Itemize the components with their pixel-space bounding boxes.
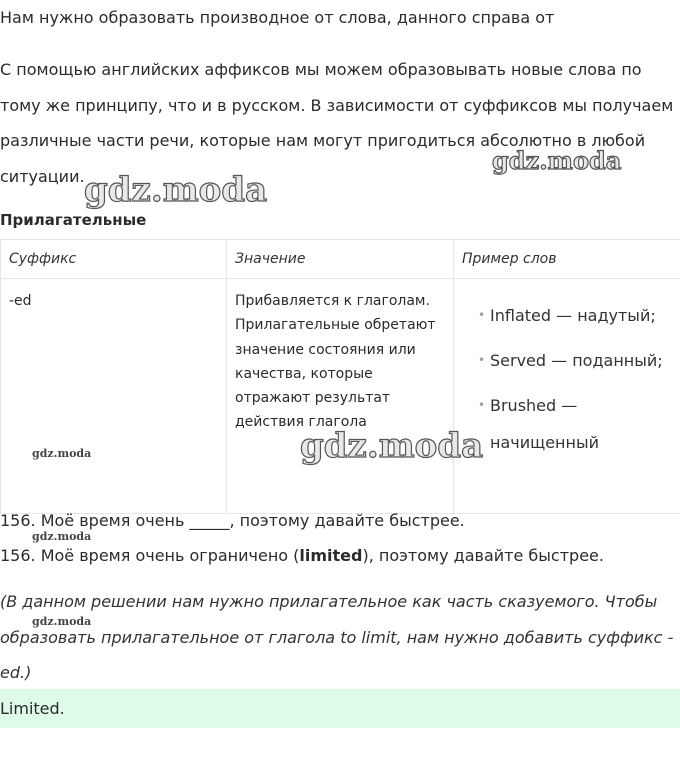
- answer-word: limited: [299, 546, 363, 565]
- answer-box: Limited.: [0, 689, 680, 728]
- table-header-examples: Пример слов: [454, 240, 680, 279]
- table-header-meaning: Значение: [227, 240, 454, 279]
- table-header-row: [1, 240, 680, 279]
- watermark-logo: gdz.moda: [300, 426, 484, 466]
- list-item: • Served — поданный;: [478, 342, 672, 379]
- watermark-logo: gdz.moda: [84, 170, 268, 210]
- watermark-logo: gdz.moda: [32, 530, 92, 543]
- cell-suffix: -ed: [1, 279, 227, 514]
- solution-note: (В данном решении нам нужно прилагательное как часть сказуемого. Чтобы образовать прилагательное от глагола to limit, нам нужно добавить суффикс -ed.): [0, 592, 674, 682]
- task-answer-line: [0, 544, 604, 568]
- intro-line: Нам нужно образовать производное от слова, данного справа от: [0, 8, 555, 27]
- cell-examples: [454, 279, 680, 514]
- answer-prefix: 156. Моё время очень ограничено (: [0, 546, 300, 565]
- watermark-logo: gdz.moda: [492, 146, 622, 175]
- table-row: [1, 279, 680, 514]
- examples-list: [462, 297, 672, 461]
- list-item: • Inflated — надутый;: [478, 297, 672, 334]
- section-title: Прилагательные: [0, 211, 147, 229]
- task-question: 156. Моё время очень _____, поэтому давайте быстрее.: [0, 511, 465, 530]
- suffix-table: [0, 239, 680, 514]
- watermark-logo: gdz.moda: [32, 615, 92, 628]
- answer-suffix: ), поэтому давайте быстрее.: [362, 546, 604, 565]
- intro-paragraph: С помощью английских аффиксов мы можем образовывать новые слова по тому же принципу, что и в русском. В зависимости от суффиксов мы получаем различные части речи, которые нам могут пригодиться абсолютно в любой ситуации.: [0, 60, 674, 186]
- watermark-logo: gdz.moda: [32, 447, 92, 460]
- list-item: • Brushed — начищенный: [478, 387, 672, 461]
- table-header-suffix: Суффикс: [1, 240, 227, 279]
- cell-meaning: Прибавляется к глаголам. Прилагательные обретают значение состояния или качества, которые отражают результат действия глагола: [227, 279, 454, 514]
